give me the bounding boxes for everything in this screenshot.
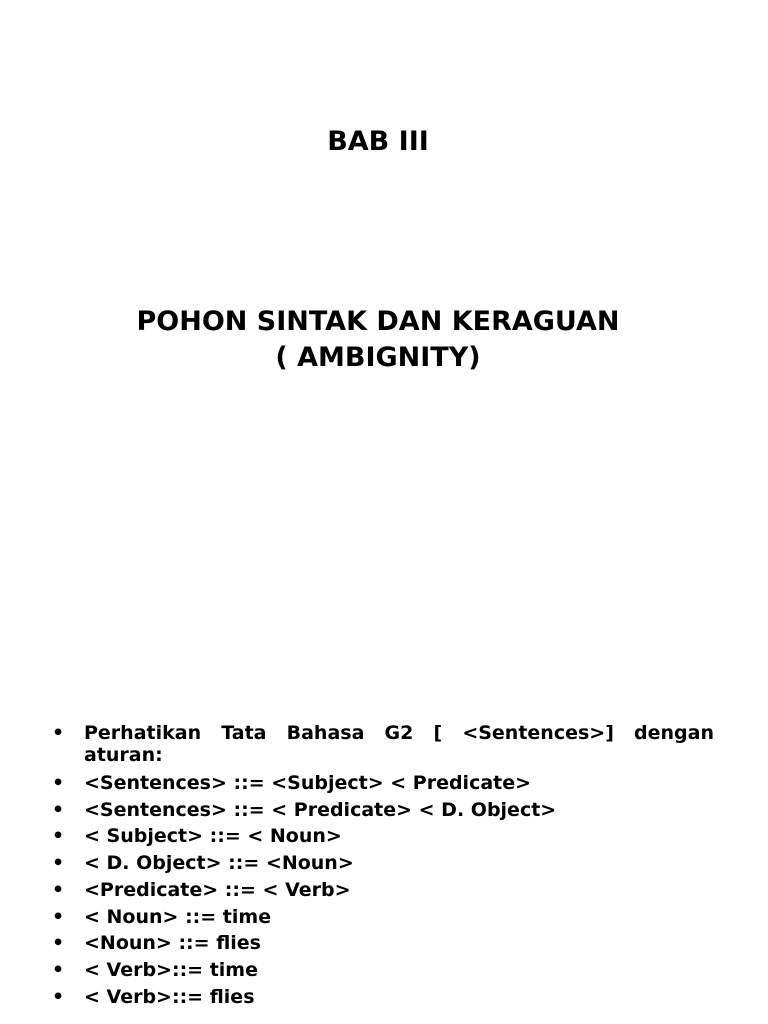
section-title-line-1: POHON SINTAK DAN KERAGUAN (136, 306, 620, 337)
grammar-rules-list (0, 722, 768, 1010)
list-item-text: < Noun> ::= time (84, 905, 272, 928)
list-item-text: < D. Object> ::= <Noun> (84, 852, 354, 875)
list-item-text: < Verb>::= flies (84, 985, 255, 1008)
list-item (0, 904, 768, 931)
bullet-icon: • (52, 932, 65, 955)
list-item-text: <Noun> ::= flies (84, 932, 261, 955)
bullet-icon: • (52, 852, 65, 875)
list-item-text: <Predicate> ::= < Verb> (84, 878, 351, 901)
bullet-icon: • (52, 722, 65, 744)
list-item (0, 770, 768, 797)
bullet-icon: • (52, 985, 65, 1008)
list-item (0, 823, 768, 850)
list-item-text: <Sentences> ::= <Subject> < Predicate> (84, 772, 532, 794)
list-item-text: < Subject> ::= < Noun> (84, 825, 342, 848)
bullet-icon: • (52, 905, 65, 928)
bullet-icon: • (52, 958, 65, 981)
list-item-text: <Sentences> ::= < Predicate> < D. Object> (84, 798, 557, 821)
list-item (0, 850, 768, 877)
bullet-icon: • (52, 878, 65, 901)
list-item (0, 877, 768, 904)
list-item-text: Perhatikan Tata Bahasa G2 [ <Sentences>] dengan aturan: (84, 722, 714, 766)
list-item (0, 984, 768, 1011)
bullet-icon: • (52, 825, 65, 848)
chapter-heading: BAB III (327, 126, 429, 157)
section-title-line-2: ( AMBIGNITY) (275, 342, 481, 373)
bullet-icon: • (52, 798, 65, 821)
bullet-icon: • (52, 772, 65, 794)
section-title (0, 304, 756, 376)
list-item (0, 797, 768, 824)
list-item (0, 722, 768, 766)
list-item (0, 957, 768, 984)
list-item (0, 930, 768, 957)
list-item-text: < Verb>::= time (84, 958, 258, 981)
